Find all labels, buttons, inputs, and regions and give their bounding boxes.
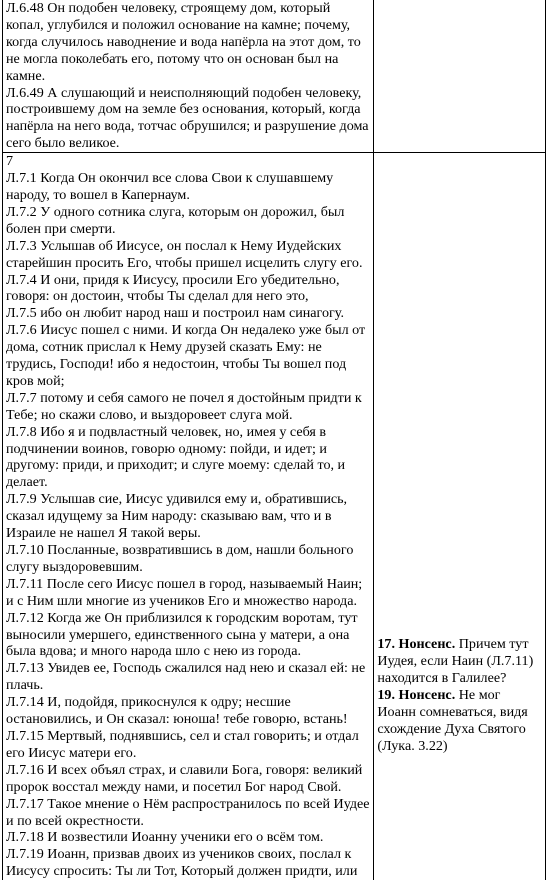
commentary-table [2, 0, 546, 880]
verse-text: Л.7.11 После сего Иисус пошел в город, называемый Наин; и с Ним шли многие из учеников Его и множество народа. [6, 575, 363, 609]
verse-text: Л.7.9 Услышав сие, Иисус удивился ему и, обратившись, сказал идущему за Ним народу: сказываю вам, что и в Израиле не нашел Я такой веры. [6, 491, 348, 542]
commentary-cell [374, 0, 546, 153]
verse-text: Л.7.6 Иисус пошел с ними. И когда Он недалеко уже был от дома, сотник прислал к Нему друзей сказать Ему: не трудись, Господи! ибо я недостоин, чтобы Ты вошел под кров мой; [6, 322, 366, 389]
note-label: 17. Нонсенс. [377, 636, 456, 653]
verse-text: Л.7.19 Иоанн, призвав двоих из учеников своих, послал к Иисусу спросить: Ты ли Тот, Который должен придти, или [6, 846, 358, 880]
verse-text: Л.7.8 Ибо я и подвластный человек, но, имея у себя в подчинении воинов, говорю одному: пойди, и идет; и другому: приди, и приходит; и слуге моему: сделай то, и делает. [6, 423, 346, 491]
verse-text: Л.7.5 ибо он любит народ наш и построил нам синагогу. [6, 305, 344, 322]
verse-text: Л.7.14 И, подойдя, прикоснулся к одру; несшие остановились, и Он сказал: юноша! тебе говорю, встань! [6, 694, 348, 728]
verse-text: Л.7.13 Увидев ее, Господь сжалился над нею и сказал ей: не плачь. [6, 660, 366, 694]
note-text: Причем тут Иудея, если Наин (Л.7.11) находится в Галилее? [377, 636, 534, 686]
note-label: 19. Нонсенс. [377, 686, 456, 703]
verse-text: Л.7.17 Такое мнение о Нём распространилось по всей Иудее и по всей окрестности. [6, 795, 370, 829]
verse-text: Л.7.2 У одного сотника слуга, которым он дорожил, был болен при смерти. [6, 203, 345, 237]
verse-text: Л.7.7 потому и себя самого не почел я достойным придти к Тебе; но скажи слово, и выздоровеет слуга мой. [6, 389, 362, 423]
verse-text: Л.7.1 Когда Он окончил все слова Свои к слушавшему народу, то вошел в Капернаум. [6, 170, 334, 203]
note-text: Не мог Иоанн сомневаться, видя схождение Духа Святого (Лука. 3.22) [377, 686, 528, 754]
chapter-number: 7 [6, 153, 14, 170]
verse-text: Л.7.16 И всех объял страх, и славили Бога, говоря: великий пророк восстал между нами, и посетил Бог народ Свой. [6, 761, 363, 795]
commentary-cell [374, 153, 546, 880]
commentary-note [377, 636, 542, 687]
verse-text: Л.7.10 Посланные, возвратившись в дом, нашли больного слугу выздоровевшим. [6, 542, 354, 575]
verse-text: Л.7.4 И они, придя к Иисусу, просили Его убедительно, говоря: он достоин, чтобы Ты сделал для него это, [6, 271, 340, 305]
verse-text: Л.7.15 Мертвый, поднявшись, сел и стал говорить; и отдал его Иисус матери его. [6, 727, 359, 761]
table-row [3, 0, 546, 153]
verse-text: Л.6.48 Он подобен человеку, строящему дом, который копал, углубился и положил основание на камне; почему, когда случилось наводнение и вода напёрла на этот дом, то не могла поколебать его, потому что он основан был на камне. [6, 0, 361, 84]
commentary-note [377, 687, 542, 755]
scripture-cell [3, 153, 374, 880]
scripture-cell [3, 0, 374, 153]
verse-text: Л.6.49 А слушающий и неисполняющий подобен человеку, построившему дом на земле без основания, который, когда напёрла на него вода, тотчас обрушился; и разрушение дома сего было великое. [6, 84, 369, 152]
verse-text: Л.7.12 Когда же Он приблизился к городским воротам, тут выносили умершего, единственного сына у матери, а она была вдова; и много народа шло с нею из города. [6, 609, 358, 660]
verse-text: Л.7.18 И возвестили Иоанну ученики его о всём том. [6, 829, 324, 846]
table-row [3, 153, 546, 880]
verse-text: Л.7.3 Услышав об Иисусе, он послал к Нему Иудейских старейшин просить Его, чтобы пришел исцелить слугу его. [6, 237, 363, 271]
